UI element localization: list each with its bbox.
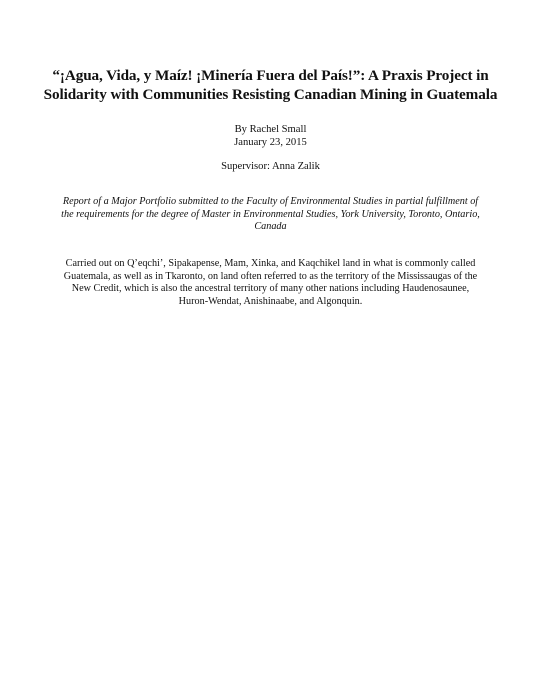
- title-line-2: Solidarity with Communities Resisting Canadian Mining in Guatemala: [43, 86, 498, 103]
- date-line: January 23, 2015: [234, 137, 307, 148]
- report-statement: [48, 196, 493, 234]
- document-title: [40, 66, 501, 104]
- author-line: By Rachel Small: [234, 124, 307, 135]
- land-line-2: Guatemala, as well as in Tkaronto, on land often referred to as the territory of the Mississaugas of the: [63, 270, 478, 282]
- supervisor-line: Supervisor: Anna Zalik: [221, 161, 320, 172]
- report-line-2: the requirements for the degree of Master in Environmental Studies, York University, Toronto, Ontario,: [61, 208, 480, 220]
- land-line-3: New Credit, which is also the ancestral territory of many other nations including Haudenosaunee,: [71, 283, 470, 295]
- land-acknowledgement: [48, 258, 493, 309]
- land-line-4: Huron-Wendat, Anishinaabe, and Algonquin.: [178, 296, 363, 308]
- report-line-1: Report of a Major Portfolio submitted to the Faculty of Environmental Studies in partial fulfillment of: [62, 196, 479, 207]
- land-line-1: Carried out on Q’eqchi’, Sipakapense, Mam, Xinka, and Kaqchikel land in what is commonly called: [65, 258, 476, 269]
- title-line-1: “¡Agua, Vida, y Maíz! ¡Minería Fuera del País!”: A Praxis Project in: [52, 67, 489, 84]
- report-line-3: Canada: [254, 221, 287, 233]
